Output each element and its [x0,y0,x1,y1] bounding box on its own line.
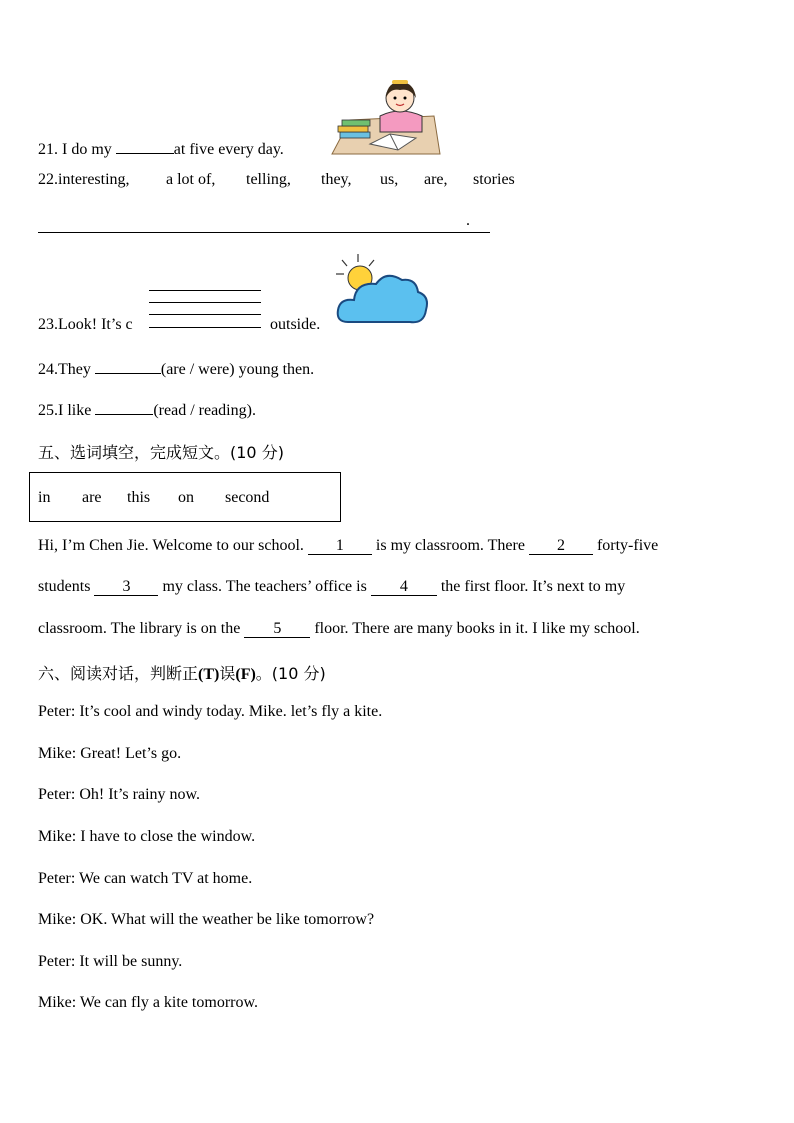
dialogue-line: Peter: Oh! It’s rainy now. [38,786,201,803]
header-text: 。(10 分) [255,664,326,683]
passage-text: the first floor. It’s next to my [440,578,626,595]
blank-3[interactable] [94,579,158,596]
answer-line[interactable] [149,327,261,328]
blank-number: 3 [122,578,131,595]
word: telling, [246,171,291,188]
question-text: 25.I like [38,402,92,419]
question-text: (read / reading). [153,402,256,419]
passage-line-1 [38,537,658,555]
word: 22.interesting, [38,171,130,188]
blank-number: 1 [335,537,344,554]
answer-blank[interactable] [95,400,153,415]
word: they, [321,171,352,188]
dialogue-line: Peter: It’s cool and windy today. Mike. let’s fly a kite. [38,703,383,720]
dialogue-line: Mike: Great! Let’s go. [38,745,182,762]
question-25 [38,400,256,420]
header-text: (F) [235,666,256,683]
question-22 [0,171,794,191]
blank-number: 4 [399,578,408,595]
passage-text: Hi, I’m Chen Jie. Welcome to our school. [38,537,304,554]
blank-number: 5 [273,620,282,637]
header-text: 误 [219,664,236,683]
passage-text: floor. There are many books in it. I like my school. [314,620,640,637]
passage-text: my class. The teachers’ office is [162,578,367,595]
blank-5[interactable] [244,621,310,638]
section-5-title: 五、选词填空，完成短文。(10 分) [38,443,284,462]
blank-1[interactable] [308,538,372,555]
question-text: 24.They [38,361,91,378]
question-text: I do my [62,141,112,158]
question-23 [38,316,133,334]
word-bank-item: are [82,489,102,506]
section-6-title [38,661,326,684]
question-text: outside. [270,316,321,333]
passage-text: students [38,578,91,595]
word: are, [424,171,448,188]
question-number: 21. [38,141,58,158]
dialogue-line: Mike: We can fly a kite tomorrow. [38,994,258,1011]
word-bank-item: on [178,489,194,506]
sentence-period: . [466,212,470,229]
word-bank-item: this [127,489,151,506]
answer-line[interactable] [149,290,261,291]
question-21 [38,139,284,159]
question-24 [38,359,314,379]
blank-4[interactable] [371,579,437,596]
answer-line[interactable] [149,302,261,303]
passage-text: is my classroom. There [375,537,525,554]
word-bank-box [29,472,341,522]
dialogue-line: Peter: We can watch TV at home. [38,870,253,887]
word-bank-item: second [225,489,270,506]
question-text: at five every day. [173,141,284,158]
sun-cloud-icon [334,252,430,330]
answer-line[interactable] [38,232,490,233]
blank-2[interactable] [529,538,593,555]
answer-blank[interactable] [95,359,161,374]
passage-text: forty-five [596,537,659,554]
dialogue-line: Mike: OK. What will the weather be like tomorrow? [38,911,375,928]
answer-blank[interactable] [116,139,174,154]
question-text: (are / were) young then. [160,361,315,378]
header-text: (T) [198,666,220,683]
word: stories [473,171,515,188]
dialogue-line: Mike: I have to close the window. [38,828,256,845]
header-text: 六、阅读对话，判断正 [38,664,199,683]
dialogue-line: Peter: It will be sunny. [38,953,183,970]
question-text: 23.Look! It’s c [38,316,133,333]
girl-studying-illustration [330,76,442,156]
word: us, [380,171,399,188]
word-bank-item: in [38,489,51,506]
blank-number: 2 [556,537,565,554]
passage-line-3 [38,620,640,638]
word: a lot of, [166,171,216,188]
answer-line[interactable] [149,314,261,315]
passage-line-2 [38,578,625,596]
passage-text: classroom. The library is on the [38,620,241,637]
